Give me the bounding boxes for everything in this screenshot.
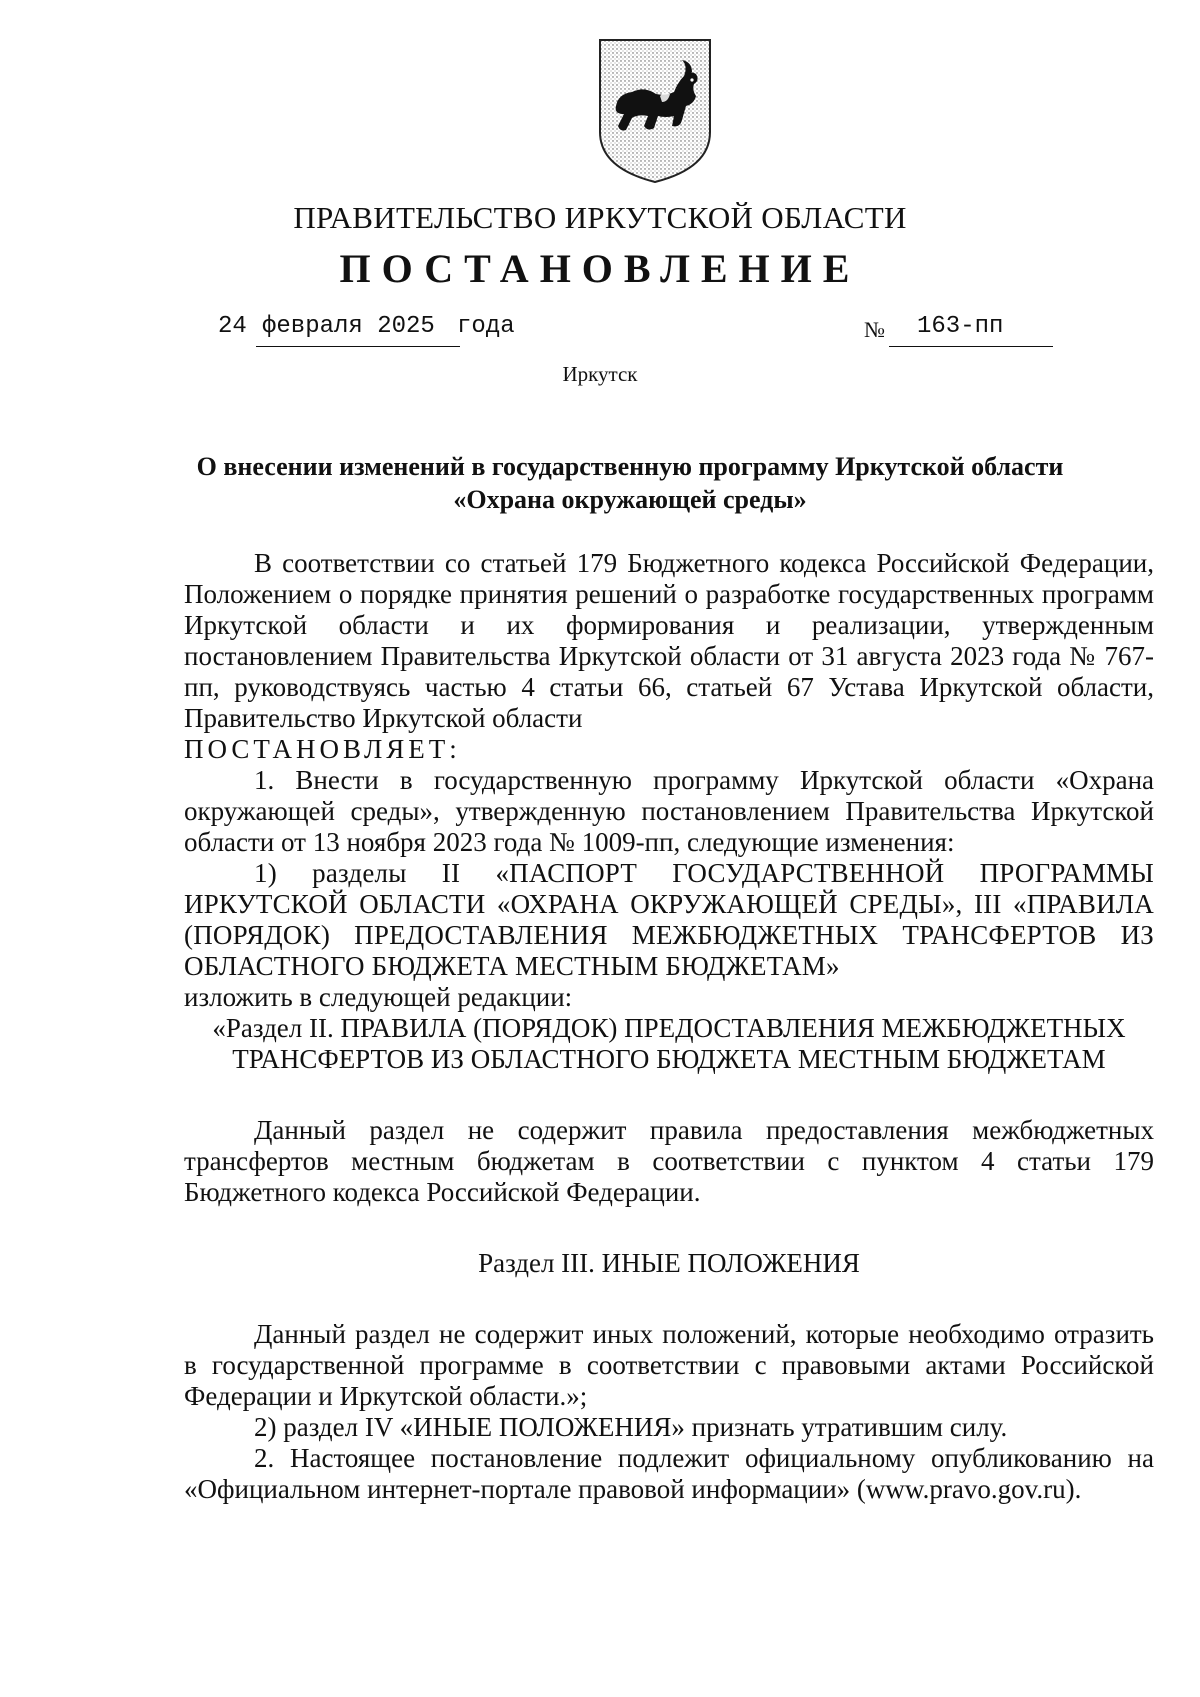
document-type: ПОСТАНОВЛЕНИЕ bbox=[339, 246, 861, 291]
date-day: 24 bbox=[218, 313, 247, 340]
section-2-heading-line-1: «Раздел II. ПРАВИЛА (ПОРЯДОК) ПРЕДОСТАВЛЕНИЯ МЕЖБЮДЖЕТНЫХ bbox=[212, 1013, 1126, 1043]
coat-of-arms-icon bbox=[596, 36, 714, 184]
date-suffix: года bbox=[457, 313, 515, 340]
date-month-year: февраля 2025 bbox=[262, 313, 435, 340]
preamble-paragraph: В соответствии со статьей 179 Бюджетного кодекса Российской Федерации, Положением о порядке принятия решений о разработке государственных программ Иркутской области и их формирования и реализации, утвержденным постановлением Правительства Иркутской области от 31 августа 2023 года № 767-пп, руководствуясь частью 4 статьи 66, статьей 67 Устава Иркутской области, Правительство Иркутской области bbox=[184, 548, 1154, 733]
title-line-2: «Охрана окружающей среды» bbox=[453, 485, 807, 514]
item-1-2-paragraph: 2) раздел IV «ИНЫЕ ПОЛОЖЕНИЯ» признать утратившим силу. bbox=[254, 1412, 1008, 1442]
section-3-text: Данный раздел не содержит иных положений, которые необходимо отразить в государственной программе в соответствии с правовыми актами Российской Федерации и Иркутской области.»; bbox=[184, 1319, 1154, 1411]
item-2-paragraph: 2. Настоящее постановление подлежит официальному опубликованию на «Официальном интернет-портале правовой информации» (www.pravo.gov.ru). bbox=[184, 1443, 1154, 1504]
document-number: 163-пп bbox=[917, 313, 1004, 340]
document-title bbox=[150, 450, 1110, 516]
government-name: ПРАВИТЕЛЬСТВО ИРКУТСКОЙ ОБЛАСТИ bbox=[293, 200, 907, 235]
date-underline bbox=[256, 346, 460, 347]
resolves-paragraph: ПОСТАНОВЛЯЕТ: bbox=[184, 734, 461, 764]
section-3-heading: Раздел III. ИНЫЕ ПОЛОЖЕНИЯ bbox=[478, 1248, 860, 1278]
section-2-heading-line-2: ТРАНСФЕРТОВ ИЗ ОБЛАСТНОГО БЮДЖЕТА МЕСТНЫМ БЮДЖЕТАМ bbox=[232, 1044, 1106, 1074]
item-1-1-tail: изложить в следующей редакции: bbox=[184, 982, 573, 1012]
document-body bbox=[184, 548, 1154, 1505]
section-2-text: Данный раздел не содержит правила предоставления межбюджетных трансфертов местным бюджетам в соответствии с пунктом 4 статьи 179 Бюджетного кодекса Российской Федерации. bbox=[184, 1115, 1154, 1207]
item-1-1-paragraph: 1) разделы II «ПАСПОРТ ГОСУДАРСТВЕННОЙ ПРОГРАММЫ ИРКУТСКОЙ ОБЛАСТИ «ОХРАНА ОКРУЖАЮЩЕЙ СРЕДЫ», III «ПРАВИЛА (ПОРЯДОК) ПРЕДОСТАВЛЕНИЯ МЕЖБЮДЖЕТНЫХ ТРАНСФЕРТОВ ИЗ ОБЛАСТНОГО БЮДЖЕТА МЕСТНЫМ БЮДЖЕТАМ» bbox=[184, 858, 1154, 981]
city: Иркутск bbox=[562, 362, 638, 386]
number-sign: № bbox=[864, 317, 885, 342]
title-line-1: О внесении изменений в государственную программу Иркутской области bbox=[196, 452, 1064, 481]
number-underline bbox=[889, 346, 1053, 347]
item-1-paragraph: 1. Внести в государственную программу Иркутской области «Охрана окружающей среды», утвержденную постановлением Правительства Иркутской области от 13 ноября 2023 года № 1009-пп, следующие изменения: bbox=[184, 765, 1154, 857]
